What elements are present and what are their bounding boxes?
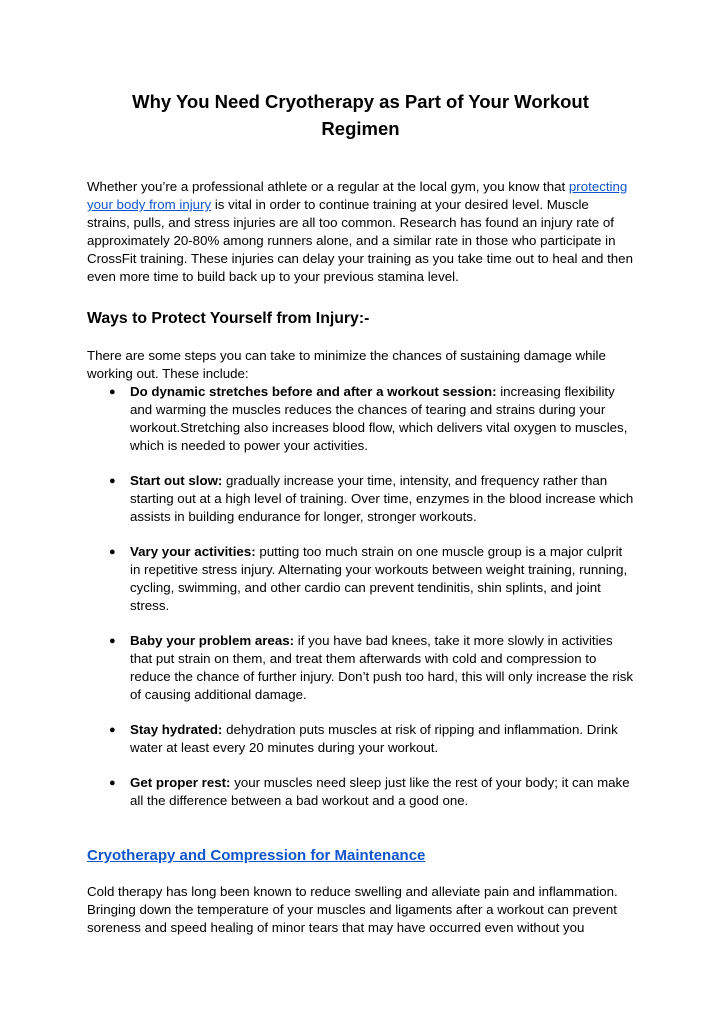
list-item-text: your muscles need sleep just like the rest of your body; it can make all the difference between a bad workout and a good one. [130, 775, 630, 808]
list-item-text: increasing flexibility and warming the muscles reduces the chances of tearing and strains during your workout.Stretching also increases blood flow, which delivers vital oxygen to muscles, which is needed to power your activities. [130, 384, 628, 453]
bullet-icon: ● [109, 475, 116, 487]
document-page [87, 0, 634, 937]
list-item [87, 543, 634, 615]
list-item-title: Stay hydrated: [130, 722, 223, 737]
cryotherapy-heading-link[interactable]: Cryotherapy and Compression for Maintenance [87, 847, 426, 864]
tips-list [87, 383, 634, 810]
list-item [87, 632, 634, 704]
ways-heading: Ways to Protect Yourself from Injury:- [87, 310, 370, 327]
bullet-icon: ● [109, 546, 116, 558]
intro-text-after-link: is vital in order to continue training at your desired level. Muscle strains, pulls, and stress injuries are all too common. Research has found an injury rate of approximately 20-80% among runners alone, and a similar rate in those who participate in CrossFit training. These injuries can delay your training as you take time out to heal and then even more time to build back up to your previous stamina level. [87, 197, 633, 284]
bullet-icon: ● [109, 635, 116, 647]
list-item-title: Vary your activities: [130, 544, 256, 559]
list-item-title: Do dynamic stretches before and after a workout session: [130, 384, 497, 399]
list-item-title: Get proper rest: [130, 775, 231, 790]
bullet-icon: ● [109, 777, 116, 789]
list-item [87, 721, 634, 757]
bullet-icon: ● [109, 724, 116, 736]
list-item-text: putting too much strain on one muscle group is a major culprit in repetitive stress injury. Alternating your workouts between weight training, running, cycling, swimming, and other cardio can prevent tendinitis, shin splints, and joint stress. [130, 544, 628, 613]
list-item-text: gradually increase your time, intensity, and frequency rather than starting out at a high level of training. Over time, enzymes in the blood increase which assists in building endurance for longer, stronger workouts. [130, 473, 634, 524]
ways-intro-paragraph: There are some steps you can take to minimize the chances of sustaining damage while working out. These include: [87, 348, 606, 381]
cryotherapy-paragraph: Cold therapy has long been known to reduce swelling and alleviate pain and inflammation. Bringing down the temperature of your muscles and ligaments after a workout can prevent soreness and speed healing of minor tears that may have occurred even without you [87, 884, 618, 935]
list-item-title: Baby your problem areas: [130, 633, 295, 648]
list-item-text: dehydration puts muscles at risk of ripping and inflammation. Drink water at least every 20 minutes during your workout. [130, 722, 618, 755]
list-item-title: Start out slow: [130, 473, 223, 488]
intro-text-before-link: Whether you’re a professional athlete or a regular at the local gym, you know that [87, 179, 569, 194]
intro-paragraph [87, 178, 634, 286]
page-title: Why You Need Cryotherapy as Part of Your Workout Regimen [132, 91, 589, 139]
bullet-icon: ● [109, 386, 116, 398]
list-item-text: if you have bad knees, take it more slowly in activities that put strain on them, and treat them afterwards with cold and compression to reduce the chance of further injury. Don’t push too hard, this will only increase the risk of causing additional damage. [130, 633, 634, 702]
list-item [87, 472, 634, 526]
list-item [87, 383, 634, 455]
list-item [87, 774, 634, 810]
protecting-body-link[interactable]: protecting your body from injury [87, 179, 628, 212]
